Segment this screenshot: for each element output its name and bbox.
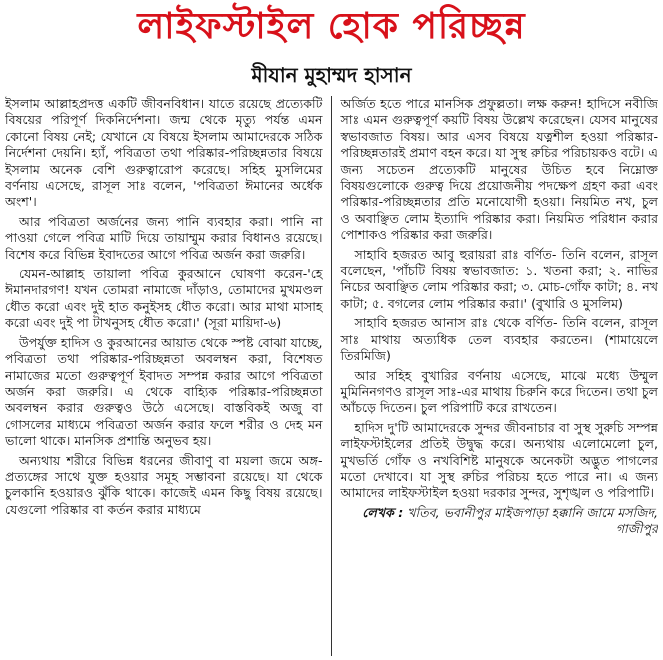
article-body — [5, 96, 658, 656]
article-title: লাইফস্টাইল হোক পরিচ্ছন্ন — [137, 6, 526, 47]
right-column — [332, 96, 659, 656]
credit-label: লেখক : — [362, 504, 404, 520]
paragraph: সাহাবি হজরত আবু হুরায়রা রাঃ বর্ণিত- তিনি বলেন, রাসূল বলেছেন, 'পাঁচটি বিষয় স্বভাবজাত: ১. খতনা করা; ২. নাভির নিচের অবাঞ্ছিত লোম পরিষ্কার করা; ৩. মোচ-গোঁফ কাটা; ৪. নখ কাটা; ৫. বগলের লোম পরিষ্কার করা।' (বুখারি ও মুসলিম) — [340, 246, 658, 311]
paragraph: ইসলাম আল্লাহপ্রদত্ত একটি জীবনবিধান। যাতে রয়েছে প্রত্যেকটি বিষয়ের পরিপূর্ণ দিকনির্দেশনা। জন্ম থেকে মৃত্যু পর্যন্ত এমন কোনো বিষয় নেই; যেখানে যে বিষয়ে ইসলাম আমাদেরকে সঠিক নির্দেশনা দেয়নি। হ্যাঁ, পবিত্রতা তথা পরিষ্কার-পরিচ্ছন্নতার বিষয়ে ইসলাম অনেক বেশি গুরুত্বারোপ করেছে। সহিহ মুসলিমের বর্ণনায় এসেছে, রাসূল সাঃ বলেন, 'পবিত্রতা ঈমানের অর্ধেক অংশ'। — [5, 96, 323, 210]
paragraph: সাহাবি হজরত আনাস রাঃ থেকে বর্ণিত- তিনি বলেন, রাসূল সাঃ মাথায় অত্যধিক তেল ব্যবহার করতেন। (শামায়েলে তিরমিজি) — [340, 315, 658, 364]
credit-text: খতিব, ভবানীপুর মাইজপাড়া হক্কানি জামে মসজিদ, গাজীপুর — [407, 504, 658, 537]
left-column — [5, 96, 332, 656]
author-byline: মীযান মুহাম্মদ হাসান — [251, 63, 412, 87]
paragraph: যেমন-আল্লাহ তায়ালা পবিত্র কুরআনে ঘোষণা করেন-'হে ঈমানদারগণ! যখন তোমরা নামাজে দাঁড়াও, তোমাদের মুখমণ্ডল ধৌত করো এবং দুই হাত কনুইসহ ধৌত করো। আর মাথা মাসাহ করো এবং দুই পা টাখনুসহ ধৌত করো।' (সূরা মায়িদা-৬) — [5, 266, 323, 331]
paragraph: হাদিস দু'টি আমাদেরকে সুন্দর জীবনাচার বা সুস্থ সুরুচি সম্পন্ন লাইফস্টাইলের প্রতিই উদ্বুদ্ধ করে। অন্যথায় এলোমেলো চুল, মুখভর্তি গোঁফ ও নখবিশিষ্ট মানুষকে অনেকটা অদ্ভুত পাগলের মতো দেখাবে। যা সুস্থ রুচির পরিচয় হতে পারে না। এ জন্য আমাদের লাইফস্টাইল হওয়া দরকার সুন্দর, সুশৃঙ্খল ও পরিপাটি। — [340, 419, 658, 501]
paragraph: অন্যথায় শরীরে বিভিন্ন ধরনের জীবাণু বা ময়লা জমে অঙ্গ-প্রত্যঙ্গের সাথে যুক্ত হওয়ার সমূহ সম্ভাবনা রয়েছে। যা থেকে চুলকানি হওয়ারও ঝুঁকি থাকে। কাজেই এমন কিছু বিষয় রয়েছে। যেগুলো পরিষ্কার বা কর্তন করার মাধ্যমে — [5, 452, 323, 517]
paragraph: উপর্যুক্ত হাদিস ও কুরআনের আয়াত থেকে স্পষ্ট বোঝা যাচ্ছে, পবিত্রতা তথা পরিষ্কার-পরিচ্ছন্নতা অবলম্বন করা, বিশেষত নামাজের মতো গুরুত্বপূর্ণ ইবাদত সম্পন্ন করার আগে পবিত্রতা অর্জন করা জরুরি। এ থেকে বাহ্যিক পরিষ্কার-পরিচ্ছন্নতা অবলম্বন করার গুরুত্বও উঠে এসেছে। বাস্তবিকই অজু বা গোসলের মাধ্যমে পবিত্রতা অর্জন করার ফলে শরীর ও দেহ মন ভালো থাকে। মানসিক প্রশান্তি অনুভব হয়। — [5, 334, 323, 449]
author-credit — [341, 505, 659, 538]
paragraph: আর পবিত্রতা অর্জনের জন্য পানি ব্যবহার করা। পানি না পাওয়া গেলে পবিত্র মাটি দিয়ে তায়াম্মুম করার বিধানও রয়েছে। বিশেষ করে বিভিন্ন ইবাদতের আগে পবিত্র অর্জন করা জরুরি। — [5, 213, 323, 262]
paragraph: আর সহিহ বুখারির বর্ণনায় এসেছে, মাঝে মধ্যে উম্মুল মুমিনিনগণও রাসূল সাঃ-এর মাথায় চিরুনি করে দিতেন। তথা চুল আঁচড়ে দিতেন। চুল পরিপাটি করে রাখতেন। — [340, 367, 658, 416]
paragraph: অর্জিত হতে পারে মানসিক প্রফুল্লতা। লক্ষ করুন! হাদিসে নবীজি সাঃ এমন গুরুত্বপূর্ণ কয়টি বিষয় উল্লেখ করেছেন। যেসব মানুষের স্বভাবজাত বিষয়। আর এসব বিষয়ে যত্নশীল হওয়া পরিষ্কার-পরিচ্ছন্নতারই প্রমাণ বহন করে। যা সুস্থ রুচির পরিচায়কও বটে। এ জন্য সচেতন প্রত্যেকটি মানুষের উচিত হবে নিম্নোক্ত বিষয়গুলোকে গুরুত্ব দিয়ে প্রয়োজনীয় পদক্ষেপ গ্রহণ করা এবং পরিষ্কার-পরিচ্ছন্নতার প্রতি মনোযোগী হওয়া। নিয়মিত নখ, চুল ও অবাঞ্ছিত লোম ইত্যাদি পরিষ্কার করা। নিয়মিত পরিধান করার পোশাকও পরিষ্কার করা জরুরি। — [340, 96, 658, 243]
